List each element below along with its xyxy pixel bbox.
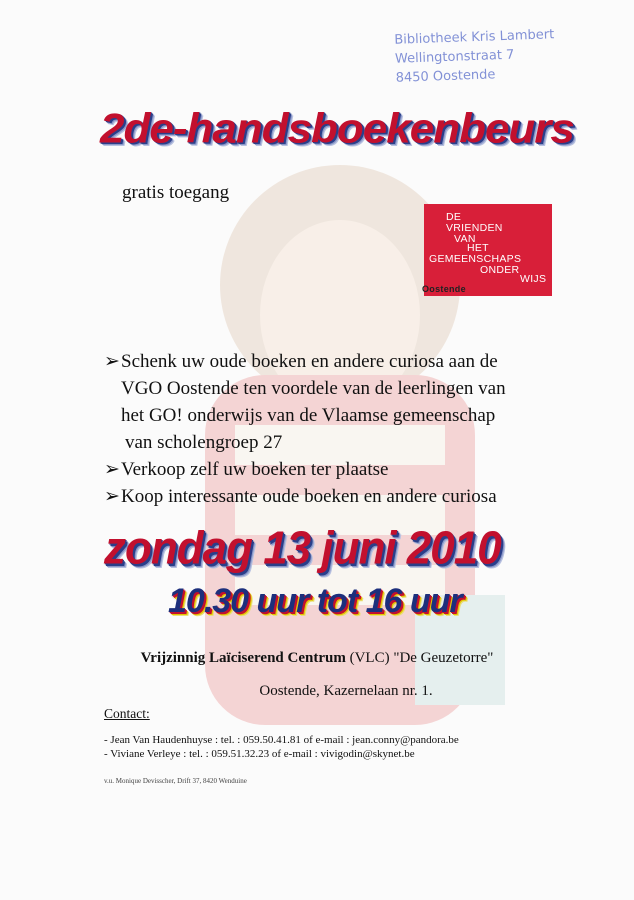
logo-word: ONDER xyxy=(480,264,520,276)
logo-word: WIJS xyxy=(520,273,547,285)
arrow-bullet-icon: ➢ xyxy=(104,459,120,480)
bullet-list xyxy=(104,348,506,510)
bullet-item xyxy=(104,348,506,375)
contact-line: - Viviane Verleye : tel. : 059.51.32.23 of e-mail : vivigodin@skynet.be xyxy=(104,748,415,760)
bullet-text: Koop interessante oude boeken en andere curiosa xyxy=(121,486,497,507)
venue-address: Oostende, Kazernelaan nr. 1. xyxy=(259,683,433,699)
stamp-line: 8450 Oostende xyxy=(395,67,496,86)
logo-word: GEMEENSCHAPS xyxy=(429,253,522,265)
logo-word: DE xyxy=(446,211,462,223)
event-title: 2de-handsboekenbeurs xyxy=(100,105,574,152)
contact-line: - Jean Van Haudenhuyse : tel. : 059.50.41.81 of e-mail : jean.conny@pandora.be xyxy=(104,734,459,746)
bullet-text: Verkoop zelf uw boeken ter plaatse xyxy=(121,459,389,480)
publisher-note: v.u. Monique Devisscher, Drift 37, 8420 Wenduine xyxy=(104,777,247,785)
contact-list xyxy=(104,733,459,761)
event-time: 10.30 uur tot 16 uur xyxy=(168,582,462,620)
bullet-item xyxy=(104,483,506,510)
logo-caption: Oostende xyxy=(422,284,466,294)
free-entry-subtitle: gratis toegang xyxy=(122,182,230,203)
arrow-bullet-icon: ➢ xyxy=(104,486,120,507)
bullet-text-continued: het GO! onderwijs van de Vlaamse gemeenschap xyxy=(121,405,496,426)
venue-name-bold: Vrijzinnig Laïciserend Centrum xyxy=(140,650,346,666)
logo-word: VAN xyxy=(454,233,476,245)
bullet-item xyxy=(104,456,506,483)
bullet-text: Schenk uw oude boeken en andere curiosa aan de xyxy=(121,351,498,372)
arrow-bullet-icon: ➢ xyxy=(104,351,120,372)
venue-name-rest: (VLC) "De Geuzetorre" xyxy=(345,650,494,666)
organization-logo xyxy=(424,204,552,296)
logo-word: HET xyxy=(467,242,489,254)
stamp-line: Bibliotheek Kris Lambert xyxy=(394,27,555,48)
venue-name xyxy=(0,650,634,667)
stamp-line: Wellingtonstraat 7 xyxy=(394,47,515,67)
event-date: zondag 13 juni 2010 xyxy=(104,522,501,575)
contact-heading: Contact: xyxy=(104,706,150,721)
bullet-text-continued: VGO Oostende ten voordele van de leerlingen van xyxy=(121,378,506,399)
logo-word: VRIENDEN xyxy=(446,222,503,234)
library-stamp xyxy=(394,25,556,88)
bullet-text-continued: van scholengroep 27 xyxy=(125,432,283,453)
